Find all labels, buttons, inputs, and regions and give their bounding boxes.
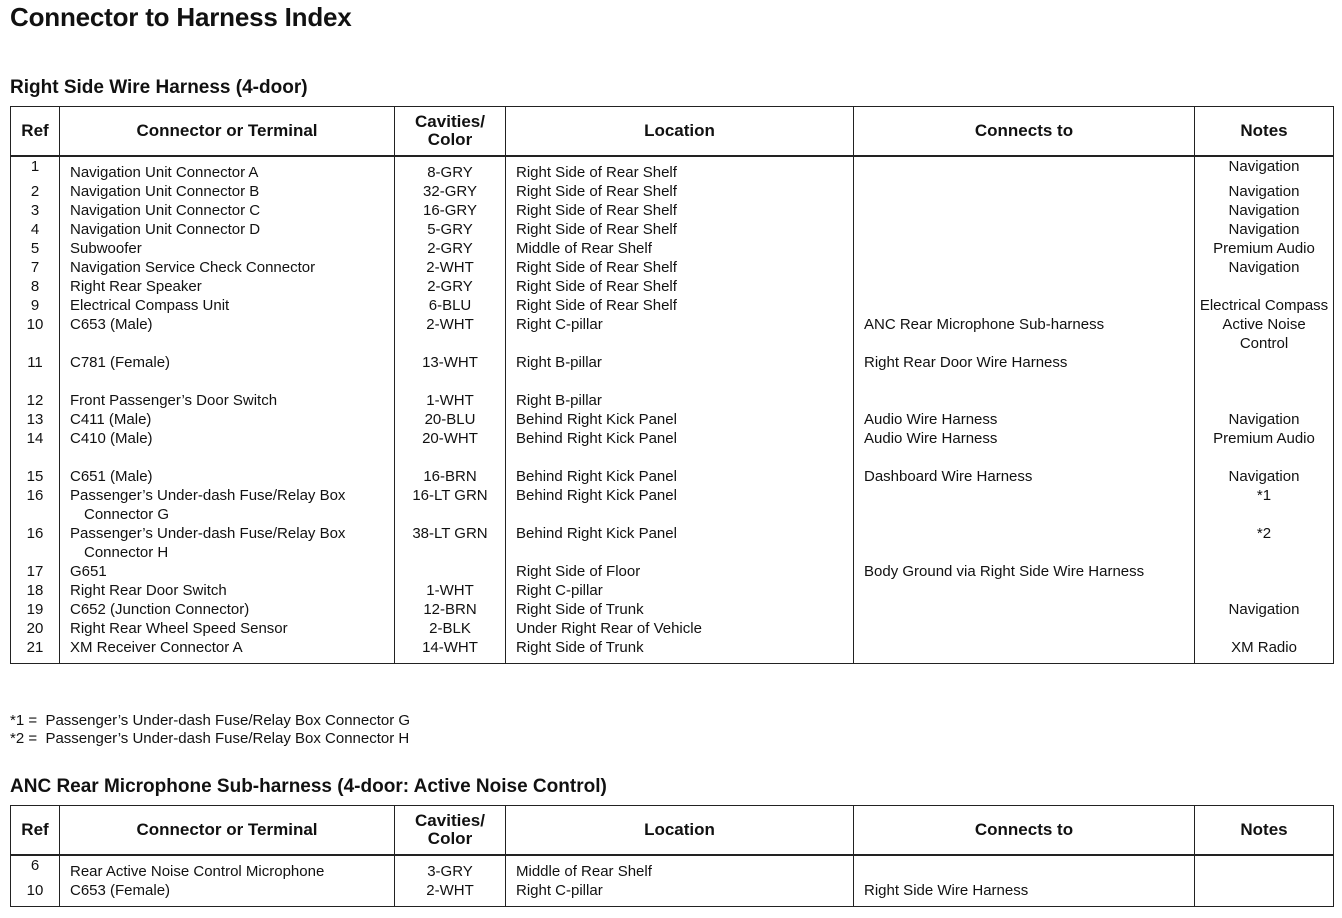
spacer-cell	[395, 372, 506, 391]
cell-connects-to: ANC Rear Microphone Sub-harness	[854, 315, 1195, 353]
harness-index-table-anc	[10, 805, 1334, 907]
cell-connector	[60, 277, 395, 296]
cell-location: Behind Right Kick Panel	[506, 486, 854, 524]
table-row	[11, 201, 1334, 220]
cell-location: Middle of Rear Shelf	[506, 855, 854, 881]
table-row	[11, 881, 1334, 907]
connector-name-continued: Connector G	[84, 506, 170, 523]
cell-notes: *1	[1195, 486, 1334, 524]
table-row	[11, 353, 1334, 372]
cell-ref: 18	[11, 581, 60, 600]
table-row	[11, 258, 1334, 277]
cell-cavities: 12-BRN	[395, 600, 506, 619]
connector-name: Right Rear Speaker	[70, 278, 202, 295]
cell-connects-to	[854, 296, 1195, 315]
connector-name-continued: Connector H	[84, 544, 169, 561]
cell-ref: 11	[11, 353, 60, 372]
cell-cavities: 20-WHT	[395, 429, 506, 448]
cell-cavities: 2-WHT	[395, 258, 506, 277]
cell-location: Right C-pillar	[506, 881, 854, 907]
cell-notes: Navigation	[1195, 182, 1334, 201]
table-spacer-row	[11, 448, 1334, 467]
footnote: *1 = Passenger’s Under-dash Fuse/Relay Box Connector G	[10, 712, 411, 729]
table-row	[11, 619, 1334, 638]
cell-connects-to	[854, 156, 1195, 182]
cell-cavities: 6-BLU	[395, 296, 506, 315]
cell-notes	[1195, 277, 1334, 296]
cell-notes: Active Noise Control	[1195, 315, 1334, 353]
cell-connector	[60, 429, 395, 448]
cell-connector	[60, 486, 395, 524]
table-body-right-side	[11, 156, 1334, 664]
cell-location: Middle of Rear Shelf	[506, 239, 854, 258]
cell-connector	[60, 638, 395, 664]
table-row	[11, 562, 1334, 581]
cell-cavities: 8-GRY	[395, 156, 506, 182]
cell-notes: Navigation	[1195, 410, 1334, 429]
header-connector: Connector or Terminal	[60, 107, 395, 157]
cell-location: Behind Right Kick Panel	[506, 410, 854, 429]
cell-connector	[60, 410, 395, 429]
connector-name: Navigation Unit Connector A	[70, 164, 259, 181]
cell-cavities: 38-LT GRN	[395, 524, 506, 562]
cell-notes: Premium Audio	[1195, 239, 1334, 258]
table-row	[11, 239, 1334, 258]
cell-cavities: 2-GRY	[395, 277, 506, 296]
cell-connects-to: Dashboard Wire Harness	[854, 467, 1195, 486]
connector-name: C410 (Male)	[70, 430, 153, 447]
cell-location: Right C-pillar	[506, 315, 854, 353]
cell-connector	[60, 315, 395, 353]
cell-ref: 13	[11, 410, 60, 429]
cell-connects-to	[854, 201, 1195, 220]
cell-ref: 12	[11, 391, 60, 410]
connector-name: Passenger’s Under-dash Fuse/Relay Box	[70, 525, 346, 542]
section-title-anc-sub-harness: ANC Rear Microphone Sub-harness (4-door: Active Noise Control)	[10, 776, 607, 797]
cell-ref: 16	[11, 524, 60, 562]
cell-connects-to: Audio Wire Harness	[854, 410, 1195, 429]
cell-cavities: 2-WHT	[395, 315, 506, 353]
cell-ref: 17	[11, 562, 60, 581]
table-row	[11, 220, 1334, 239]
spacer-cell	[395, 448, 506, 467]
cell-ref: 2	[11, 182, 60, 201]
cell-connects-to	[854, 524, 1195, 562]
cell-cavities: 2-GRY	[395, 239, 506, 258]
cell-notes: Navigation	[1195, 600, 1334, 619]
cell-connects-to	[854, 638, 1195, 664]
cell-ref: 21	[11, 638, 60, 664]
cell-connector	[60, 619, 395, 638]
table-body-anc	[11, 855, 1334, 907]
cell-connector	[60, 296, 395, 315]
cell-cavities: 2-BLK	[395, 619, 506, 638]
cell-location: Right B-pillar	[506, 391, 854, 410]
connector-name: Navigation Unit Connector D	[70, 221, 261, 238]
table-spacer-row	[11, 372, 1334, 391]
connector-name: Right Rear Door Switch	[70, 582, 227, 599]
connector-name: Passenger’s Under-dash Fuse/Relay Box	[70, 487, 346, 504]
cell-notes: Navigation	[1195, 467, 1334, 486]
cell-location: Right Side of Rear Shelf	[506, 201, 854, 220]
cell-location: Behind Right Kick Panel	[506, 467, 854, 486]
cell-cavities: 1-WHT	[395, 391, 506, 410]
cell-notes: Navigation	[1195, 201, 1334, 220]
table-row	[11, 600, 1334, 619]
cell-location: Under Right Rear of Vehicle	[506, 619, 854, 638]
cell-notes: Electrical Compass	[1195, 296, 1334, 315]
header-ref: Ref	[11, 806, 60, 856]
cell-ref: 1	[11, 156, 60, 182]
cell-location: Right Side of Rear Shelf	[506, 277, 854, 296]
page-title: Connector to Harness Index	[10, 2, 352, 32]
table-row	[11, 410, 1334, 429]
connector-name: Electrical Compass Unit	[70, 297, 230, 314]
header-connects-to: Connects to	[854, 806, 1195, 856]
cell-notes	[1195, 881, 1334, 907]
cell-location: Behind Right Kick Panel	[506, 524, 854, 562]
connector-name: C652 (Junction Connector)	[70, 601, 250, 618]
cell-connector	[60, 562, 395, 581]
spacer-cell	[1195, 448, 1334, 467]
spacer-cell	[506, 448, 854, 467]
connector-name: Navigation Unit Connector B	[70, 183, 260, 200]
header-cavities	[395, 107, 506, 157]
cell-connector	[60, 391, 395, 410]
table-row	[11, 391, 1334, 410]
header-connects-to: Connects to	[854, 107, 1195, 157]
table-header-row	[11, 107, 1334, 157]
spacer-cell	[506, 372, 854, 391]
cell-notes	[1195, 562, 1334, 581]
connector-name: Navigation Service Check Connector	[70, 259, 316, 276]
cell-connects-to: Audio Wire Harness	[854, 429, 1195, 448]
connector-name: Subwoofer	[70, 240, 142, 257]
cell-connects-to	[854, 581, 1195, 600]
harness-index-table-right-side	[10, 106, 1334, 664]
connector-name: C651 (Male)	[70, 468, 153, 485]
cell-ref: 8	[11, 277, 60, 296]
cell-connector	[60, 581, 395, 600]
cell-connector	[60, 353, 395, 372]
spacer-cell	[854, 372, 1195, 391]
footnote: *2 = Passenger’s Under-dash Fuse/Relay Box Connector H	[10, 730, 410, 747]
table-row	[11, 429, 1334, 448]
cell-cavities: 16-BRN	[395, 467, 506, 486]
header-cavities	[395, 806, 506, 856]
table-row	[11, 315, 1334, 353]
header-notes: Notes	[1195, 806, 1334, 856]
table-row	[11, 182, 1334, 201]
cell-ref: 15	[11, 467, 60, 486]
table-row	[11, 638, 1334, 664]
cell-location: Right Side of Rear Shelf	[506, 296, 854, 315]
cell-location: Right C-pillar	[506, 581, 854, 600]
cell-cavities: 20-BLU	[395, 410, 506, 429]
cell-ref: 10	[11, 315, 60, 353]
cell-connects-to	[854, 220, 1195, 239]
cell-location: Right Side of Rear Shelf	[506, 182, 854, 201]
cell-notes: Navigation	[1195, 156, 1334, 182]
cell-connector	[60, 182, 395, 201]
connector-name: G651	[70, 563, 107, 580]
header-connector: Connector or Terminal	[60, 806, 395, 856]
connector-name: C411 (Male)	[70, 411, 152, 428]
cell-connects-to	[854, 258, 1195, 277]
cell-connects-to: Right Rear Door Wire Harness	[854, 353, 1195, 372]
cell-cavities: 16-LT GRN	[395, 486, 506, 524]
cell-cavities: 32-GRY	[395, 182, 506, 201]
connector-name: Front Passenger’s Door Switch	[70, 392, 278, 409]
table-row	[11, 467, 1334, 486]
table-row	[11, 277, 1334, 296]
table-row	[11, 581, 1334, 600]
spacer-cell	[11, 372, 60, 391]
cell-connector	[60, 855, 395, 881]
cell-location: Right Side of Floor	[506, 562, 854, 581]
header-cavities-line2: Color	[427, 829, 473, 848]
cell-cavities: 13-WHT	[395, 353, 506, 372]
cell-connects-to	[854, 855, 1195, 881]
cell-connects-to	[854, 182, 1195, 201]
spacer-cell	[1195, 372, 1334, 391]
cell-notes: XM Radio	[1195, 638, 1334, 664]
cell-ref: 16	[11, 486, 60, 524]
table-row	[11, 855, 1334, 881]
header-ref: Ref	[11, 107, 60, 157]
cell-location: Right Side of Rear Shelf	[506, 258, 854, 277]
cell-connects-to	[854, 391, 1195, 410]
cell-connector	[60, 600, 395, 619]
cell-connects-to	[854, 600, 1195, 619]
cell-location: Right Side of Trunk	[506, 638, 854, 664]
table-row	[11, 156, 1334, 182]
cell-notes: Premium Audio	[1195, 429, 1334, 448]
cell-connector	[60, 881, 395, 907]
cell-connector	[60, 524, 395, 562]
cell-notes	[1195, 353, 1334, 372]
cell-location: Right B-pillar	[506, 353, 854, 372]
cell-notes	[1195, 855, 1334, 881]
connector-name: Navigation Unit Connector C	[70, 202, 261, 219]
cell-location: Behind Right Kick Panel	[506, 429, 854, 448]
cell-cavities: 16-GRY	[395, 201, 506, 220]
cell-connects-to	[854, 239, 1195, 258]
spacer-cell	[11, 448, 60, 467]
cell-notes	[1195, 391, 1334, 410]
header-cavities-line2: Color	[427, 130, 473, 149]
cell-cavities: 14-WHT	[395, 638, 506, 664]
cell-connects-to: Right Side Wire Harness	[854, 881, 1195, 907]
section-title-right-side-harness: Right Side Wire Harness (4-door)	[10, 77, 308, 98]
spacer-cell	[60, 372, 395, 391]
connector-name: XM Receiver Connector A	[70, 639, 243, 656]
header-location: Location	[506, 806, 854, 856]
spacer-cell	[60, 448, 395, 467]
cell-notes: Navigation	[1195, 258, 1334, 277]
header-cavities-line1: Cavities/	[415, 811, 485, 830]
spacer-cell	[854, 448, 1195, 467]
header-notes: Notes	[1195, 107, 1334, 157]
cell-ref: 7	[11, 258, 60, 277]
table-row	[11, 524, 1334, 562]
cell-connects-to: Body Ground via Right Side Wire Harness	[854, 562, 1195, 581]
table-row	[11, 296, 1334, 315]
connector-name: Right Rear Wheel Speed Sensor	[70, 620, 288, 637]
cell-location: Right Side of Rear Shelf	[506, 156, 854, 182]
cell-ref: 20	[11, 619, 60, 638]
footnotes	[10, 712, 410, 748]
table-row	[11, 486, 1334, 524]
cell-cavities: 3-GRY	[395, 855, 506, 881]
cell-ref: 10	[11, 881, 60, 907]
cell-location: Right Side of Trunk	[506, 600, 854, 619]
cell-ref: 4	[11, 220, 60, 239]
cell-ref: 3	[11, 201, 60, 220]
header-location: Location	[506, 107, 854, 157]
cell-location: Right Side of Rear Shelf	[506, 220, 854, 239]
cell-connector	[60, 201, 395, 220]
cell-ref: 9	[11, 296, 60, 315]
connector-name: C653 (Male)	[70, 316, 153, 333]
connector-name: Rear Active Noise Control Microphone	[70, 863, 325, 880]
cell-cavities	[395, 562, 506, 581]
cell-ref: 19	[11, 600, 60, 619]
header-cavities-line1: Cavities/	[415, 112, 485, 131]
cell-connects-to	[854, 619, 1195, 638]
cell-ref: 6	[11, 855, 60, 881]
table-header-row	[11, 806, 1334, 856]
cell-cavities: 5-GRY	[395, 220, 506, 239]
cell-cavities: 1-WHT	[395, 581, 506, 600]
connector-name: C653 (Female)	[70, 882, 171, 899]
cell-connects-to	[854, 486, 1195, 524]
cell-notes	[1195, 581, 1334, 600]
cell-connector	[60, 239, 395, 258]
cell-connector	[60, 220, 395, 239]
cell-notes: *2	[1195, 524, 1334, 562]
cell-connector	[60, 258, 395, 277]
cell-ref: 14	[11, 429, 60, 448]
cell-connector	[60, 156, 395, 182]
cell-ref: 5	[11, 239, 60, 258]
cell-notes: Navigation	[1195, 220, 1334, 239]
cell-connector	[60, 467, 395, 486]
connector-name: C781 (Female)	[70, 354, 171, 371]
cell-connects-to	[854, 277, 1195, 296]
cell-notes	[1195, 619, 1334, 638]
cell-cavities: 2-WHT	[395, 881, 506, 907]
